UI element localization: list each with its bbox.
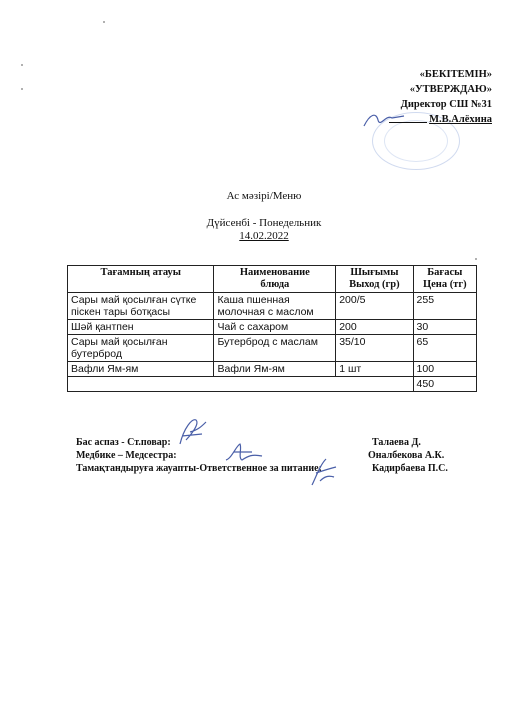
dish-output: 200 bbox=[336, 320, 413, 335]
staff-row-nurse bbox=[76, 449, 476, 462]
total-price: 450 bbox=[413, 377, 476, 392]
staff-name: Талаева Д. bbox=[372, 437, 421, 448]
col-header-output: Шығымы Выход (гр) bbox=[336, 266, 413, 293]
table-row bbox=[68, 335, 477, 362]
scan-speck bbox=[21, 88, 23, 90]
scan-speck bbox=[21, 64, 23, 66]
staff-role: Тамақтандыруға жауапты-Ответственное за питание: bbox=[76, 463, 322, 474]
scan-speck bbox=[103, 21, 105, 23]
dish-output: 35/10 bbox=[336, 335, 413, 362]
dish-output: 200/5 bbox=[336, 293, 413, 320]
dish-ru: Чай с сахаром bbox=[214, 320, 336, 335]
approval-kz: «БЕКІТЕМІН» bbox=[419, 69, 492, 80]
director-name: М.В.Алёхина bbox=[429, 114, 492, 125]
scan-speck bbox=[475, 258, 477, 260]
table-row bbox=[68, 320, 477, 335]
dish-kz: Вафли Ям-ям bbox=[68, 362, 214, 377]
responsible-signature bbox=[306, 455, 340, 491]
col-header-price: Бағасы Цена (тг) bbox=[413, 266, 476, 293]
dish-ru: Вафли Ям-ям bbox=[214, 362, 336, 377]
director-signature bbox=[360, 108, 410, 132]
table-row bbox=[68, 293, 477, 320]
staff-name: Кадирбаева П.С. bbox=[372, 463, 448, 474]
dish-kz: Сары май қосылған сүтке піскен тары ботқасы bbox=[68, 293, 214, 320]
dish-output: 1 шт bbox=[336, 362, 413, 377]
total-label-cell bbox=[68, 377, 414, 392]
table-header-row bbox=[68, 266, 477, 293]
table-total-row bbox=[68, 377, 477, 392]
director-title: Директор СШ №31 bbox=[400, 99, 492, 110]
staff-role: Медбике – Медсестра: bbox=[76, 450, 177, 461]
chef-signature bbox=[172, 414, 212, 448]
staff-name: Оналбекова А.К. bbox=[368, 450, 445, 461]
menu-date: 14.02.2022 bbox=[239, 230, 289, 242]
dish-price: 65 bbox=[413, 335, 476, 362]
col-header-kz-name: Тағамның атауы bbox=[68, 266, 214, 293]
dish-price: 30 bbox=[413, 320, 476, 335]
staff-row-responsible bbox=[76, 462, 476, 475]
staff-role: Бас аспаз - Ст.повар: bbox=[76, 437, 171, 448]
approval-ru: «УТВЕРЖДАЮ» bbox=[409, 84, 492, 95]
col-header-ru-name: Наименование блюда bbox=[214, 266, 336, 293]
table-row bbox=[68, 362, 477, 377]
menu-title: Ас мәзірі/Меню bbox=[226, 190, 302, 202]
staff-row-chef bbox=[76, 436, 476, 449]
dish-price: 255 bbox=[413, 293, 476, 320]
staff-block bbox=[76, 436, 476, 475]
menu-table bbox=[67, 265, 477, 392]
dish-ru: Каша пшенная молочная с маслом bbox=[214, 293, 336, 320]
menu-day: Дүйсенбі - Понедельник bbox=[206, 217, 322, 229]
nurse-signature bbox=[222, 440, 266, 466]
dish-price: 100 bbox=[413, 362, 476, 377]
dish-ru: Бутерброд с маслам bbox=[214, 335, 336, 362]
dish-kz: Шәй қантпен bbox=[68, 320, 214, 335]
dish-kz: Сары май қосылған бутерброд bbox=[68, 335, 214, 362]
